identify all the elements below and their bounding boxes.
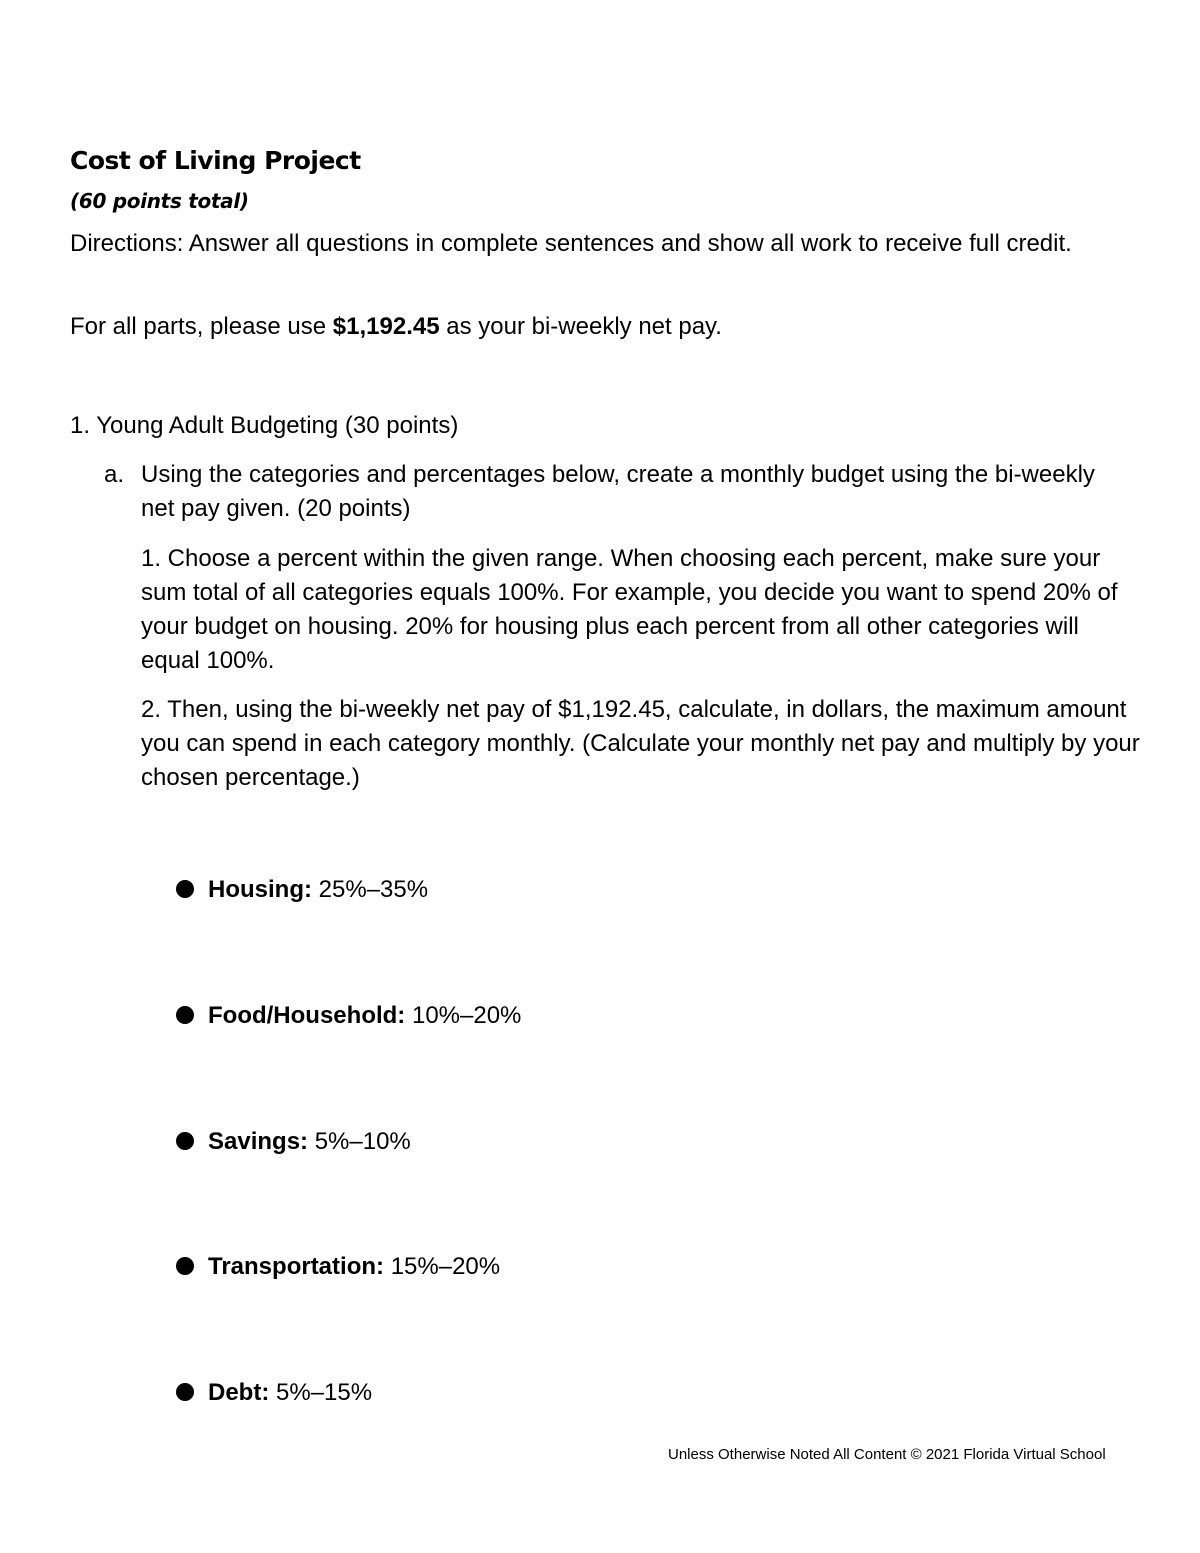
category-range: 5%–10% [314, 1128, 411, 1155]
category-name: Food/Household: [208, 1002, 406, 1029]
category-food-household [176, 999, 521, 1033]
bullet-icon [176, 880, 194, 898]
section-heading: 1. Young Adult Budgeting (30 points) [70, 412, 459, 439]
category-savings [176, 1125, 411, 1159]
category-name: Savings: [208, 1128, 309, 1155]
category-range: 15%–20% [390, 1253, 501, 1280]
net-pay-prefix: For all parts, please use [70, 313, 333, 340]
category-name: Transportation: [208, 1253, 385, 1280]
document-title: Cost of Living Project [70, 146, 361, 175]
bullet-icon [176, 1132, 194, 1150]
net-pay-instruction [70, 310, 1130, 344]
instruction-step-1: 1. Choose a percent within the given range. When choosing each percent, make sure your sum total of all categories equals 100%. For example, you decide you want to spend 20% of your budget on housing. 20% for housing plus each percent from all other categories will equal 100%. [141, 545, 1118, 674]
net-pay-suffix: as your bi-weekly net pay. [439, 313, 722, 340]
points-total: (60 points total) [70, 189, 249, 213]
directions-text: Directions: Answer all questions in complete sentences and show all work to receive full credit. [70, 230, 1072, 257]
instruction-step-2: 2. Then, using the bi-weekly net pay of $1,192.45, calculate, in dollars, the maximum amount you can spend in each category monthly. (Calculate your monthly net pay and multiply by your chosen percentage.) [141, 696, 1140, 791]
category-debt [176, 1376, 372, 1410]
category-range: 25%–35% [318, 876, 429, 903]
category-name: Housing: [208, 876, 312, 903]
category-housing [176, 873, 428, 907]
category-range: 10%–20% [411, 1002, 522, 1029]
bullet-icon [176, 1383, 194, 1401]
item-a-marker: a. [104, 461, 125, 488]
item-a-text: Using the categories and percentages below, create a monthly budget using the bi-weekly net pay given. (20 points) [141, 461, 1095, 522]
copyright-footer: Unless Otherwise Noted All Content © 2021 Florida Virtual School [668, 1446, 1106, 1463]
net-pay-amount: $1,192.45 [332, 313, 440, 340]
bullet-icon [176, 1257, 194, 1275]
bullet-icon [176, 1006, 194, 1024]
category-name: Debt: [208, 1379, 270, 1406]
category-range: 5%–15% [276, 1379, 373, 1406]
category-transportation [176, 1250, 500, 1284]
